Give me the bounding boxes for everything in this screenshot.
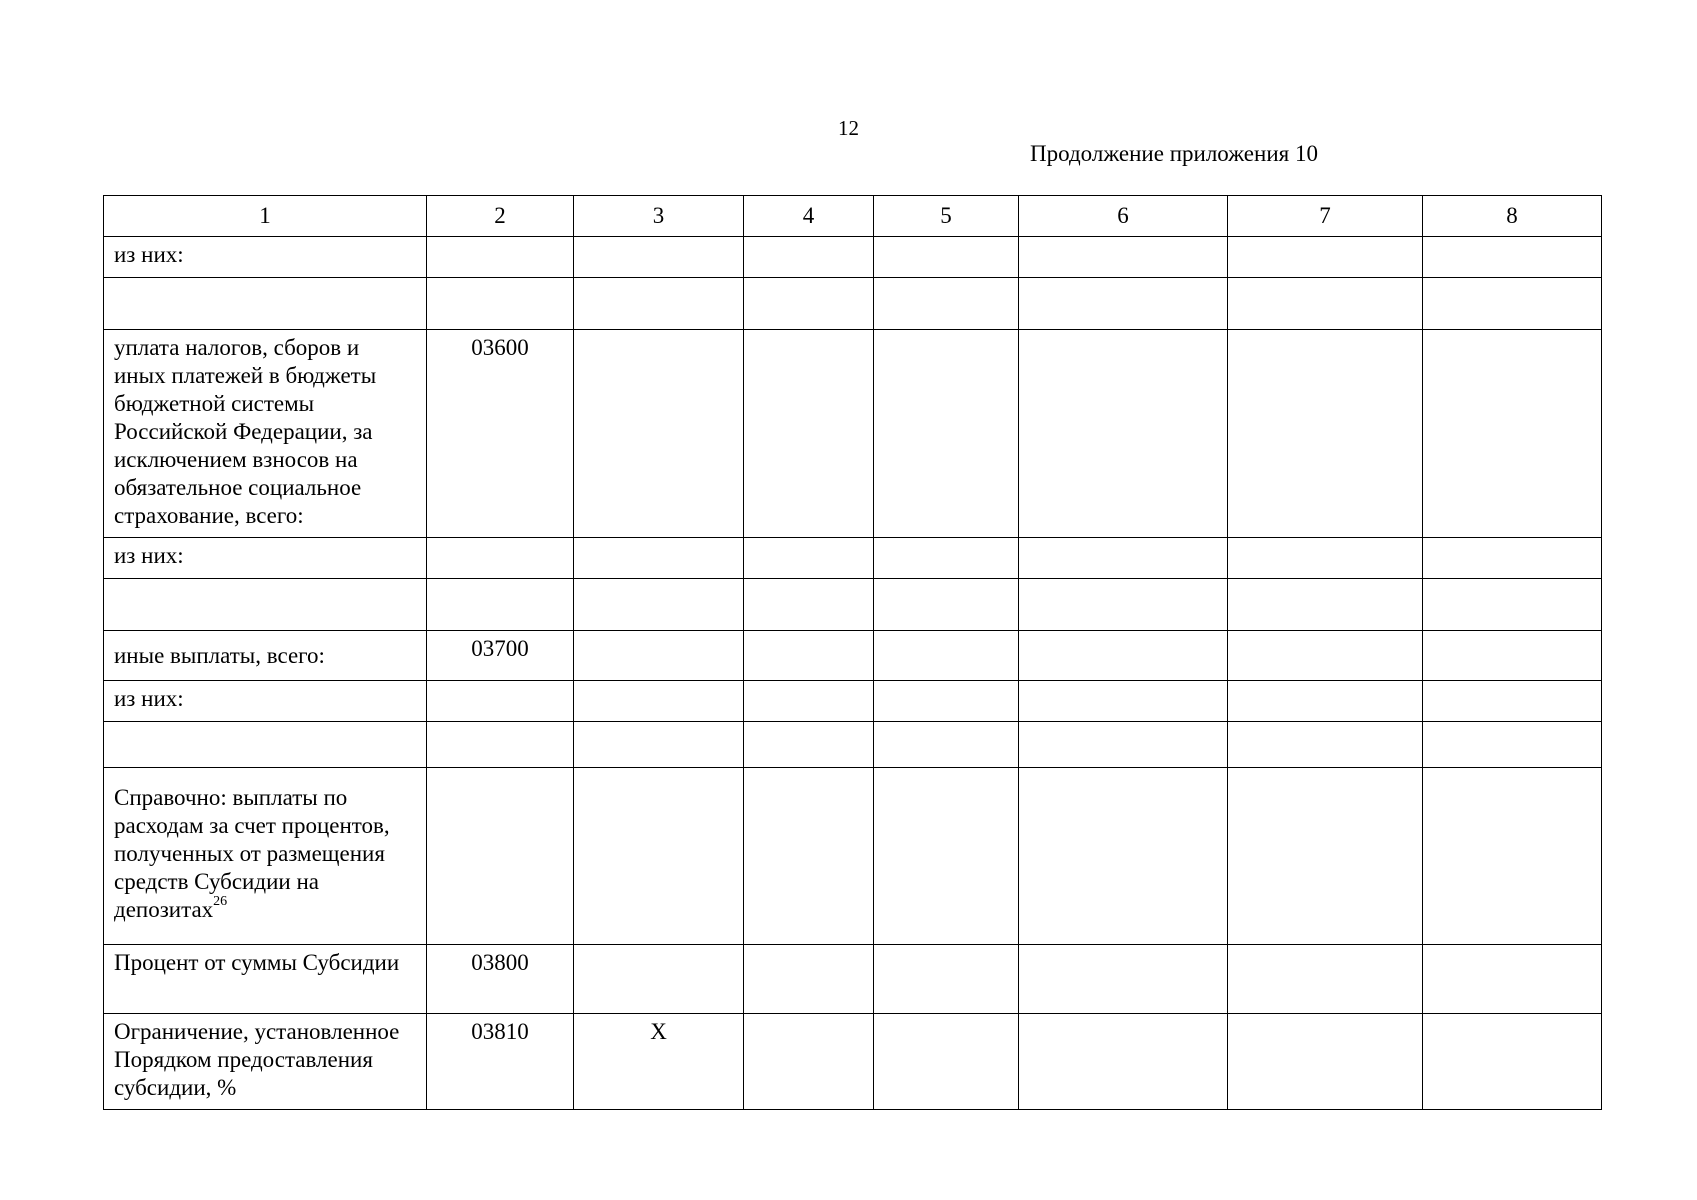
cell-col3 — [574, 722, 744, 768]
table-row — [104, 538, 1602, 579]
row-label: Ограничение, установленное Порядком предоставления субсидии, % — [104, 1014, 427, 1110]
table-row — [104, 278, 1602, 330]
cell-col8 — [1423, 631, 1602, 681]
cell-col4 — [744, 768, 874, 945]
cell-col7 — [1228, 1014, 1423, 1110]
row-code: 03600 — [427, 330, 574, 538]
cell-col4 — [744, 579, 874, 631]
row-label: иные выплаты, всего: — [104, 631, 427, 681]
column-number: 4 — [744, 196, 874, 237]
cell-col6 — [1019, 768, 1228, 945]
cell-col7 — [1228, 330, 1423, 538]
row-code — [427, 278, 574, 330]
table-row — [104, 579, 1602, 631]
cell-col6 — [1019, 1014, 1228, 1110]
cell-col7 — [1228, 945, 1423, 1014]
cell-col8 — [1423, 538, 1602, 579]
cell-col5 — [874, 768, 1019, 945]
cell-col8 — [1423, 237, 1602, 278]
cell-col5 — [874, 681, 1019, 722]
cell-col5 — [874, 722, 1019, 768]
cell-col5 — [874, 579, 1019, 631]
table-row — [104, 631, 1602, 681]
row-label: из них: — [104, 538, 427, 579]
cell-col3 — [574, 579, 744, 631]
cell-col7 — [1228, 681, 1423, 722]
cell-col4 — [744, 681, 874, 722]
row-code — [427, 768, 574, 945]
cell-col8 — [1423, 579, 1602, 631]
row-label-reference — [104, 768, 427, 945]
cell-col5 — [874, 1014, 1019, 1110]
cell-col3: X — [574, 1014, 744, 1110]
cell-col8 — [1423, 768, 1602, 945]
cell-col4 — [744, 631, 874, 681]
cell-col4 — [744, 237, 874, 278]
cell-col6 — [1019, 631, 1228, 681]
page-number: 12 — [838, 116, 859, 140]
cell-col8 — [1423, 945, 1602, 1014]
cell-col6 — [1019, 722, 1228, 768]
column-number: 3 — [574, 196, 744, 237]
row-label: Справочно: выплаты по расходам за счет процентов, полученных от размещения средств Субсидии на депозитах — [114, 785, 390, 922]
row-label — [104, 722, 427, 768]
cell-col5 — [874, 278, 1019, 330]
row-code — [427, 579, 574, 631]
table-row — [104, 330, 1602, 538]
cell-col6 — [1019, 237, 1228, 278]
row-label — [104, 579, 427, 631]
cell-col7 — [1228, 768, 1423, 945]
row-code: 03700 — [427, 631, 574, 681]
cell-col4 — [744, 330, 874, 538]
row-code — [427, 538, 574, 579]
cell-col5 — [874, 330, 1019, 538]
cell-col7 — [1228, 579, 1423, 631]
cell-col6 — [1019, 330, 1228, 538]
cell-col3 — [574, 237, 744, 278]
column-number: 5 — [874, 196, 1019, 237]
cell-col5 — [874, 538, 1019, 579]
cell-col8 — [1423, 722, 1602, 768]
cell-col8 — [1423, 1014, 1602, 1110]
column-number: 8 — [1423, 196, 1602, 237]
cell-col6 — [1019, 579, 1228, 631]
cell-col4 — [744, 722, 874, 768]
cell-col7 — [1228, 722, 1423, 768]
column-number: 7 — [1228, 196, 1423, 237]
table-row — [104, 768, 1602, 945]
cell-col8 — [1423, 278, 1602, 330]
cell-col3 — [574, 538, 744, 579]
table-row — [104, 681, 1602, 722]
cell-col7 — [1228, 538, 1423, 579]
table-row — [104, 237, 1602, 278]
cell-col3 — [574, 330, 744, 538]
cell-col7 — [1228, 631, 1423, 681]
cell-col5 — [874, 631, 1019, 681]
row-label: из них: — [104, 681, 427, 722]
cell-col8 — [1423, 681, 1602, 722]
cell-col5 — [874, 237, 1019, 278]
row-code: 03810 — [427, 1014, 574, 1110]
row-label: из них: — [104, 237, 427, 278]
row-code — [427, 681, 574, 722]
cell-col4 — [744, 1014, 874, 1110]
form-table — [103, 195, 1602, 1110]
column-number-row — [104, 196, 1602, 237]
cell-col3 — [574, 768, 744, 945]
cell-col6 — [1019, 278, 1228, 330]
cell-col7 — [1228, 237, 1423, 278]
row-code: 03800 — [427, 945, 574, 1014]
row-code — [427, 237, 574, 278]
footnote-marker: 26 — [213, 894, 228, 909]
continuation-heading: Продолжение приложения 10 — [1030, 141, 1318, 166]
row-code — [427, 722, 574, 768]
cell-col5 — [874, 945, 1019, 1014]
cell-col3 — [574, 278, 744, 330]
cell-col8 — [1423, 330, 1602, 538]
row-label: уплата налогов, сборов и иных платежей в бюджеты бюджетной системы Российской Федерации, за исключением взносов на обязательное социальное страхование, всего: — [104, 330, 427, 538]
column-number: 1 — [104, 196, 427, 237]
row-label: Процент от суммы Субсидии — [104, 945, 427, 1014]
cell-col6 — [1019, 681, 1228, 722]
cell-col6 — [1019, 538, 1228, 579]
column-number: 2 — [427, 196, 574, 237]
cell-col3 — [574, 945, 744, 1014]
table-row — [104, 722, 1602, 768]
cell-col7 — [1228, 278, 1423, 330]
cell-col6 — [1019, 945, 1228, 1014]
cell-col4 — [744, 945, 874, 1014]
cell-col3 — [574, 681, 744, 722]
cell-col4 — [744, 538, 874, 579]
column-number: 6 — [1019, 196, 1228, 237]
row-label — [104, 278, 427, 330]
table-row — [104, 945, 1602, 1014]
cell-col3 — [574, 631, 744, 681]
table-row — [104, 1014, 1602, 1110]
cell-col4 — [744, 278, 874, 330]
